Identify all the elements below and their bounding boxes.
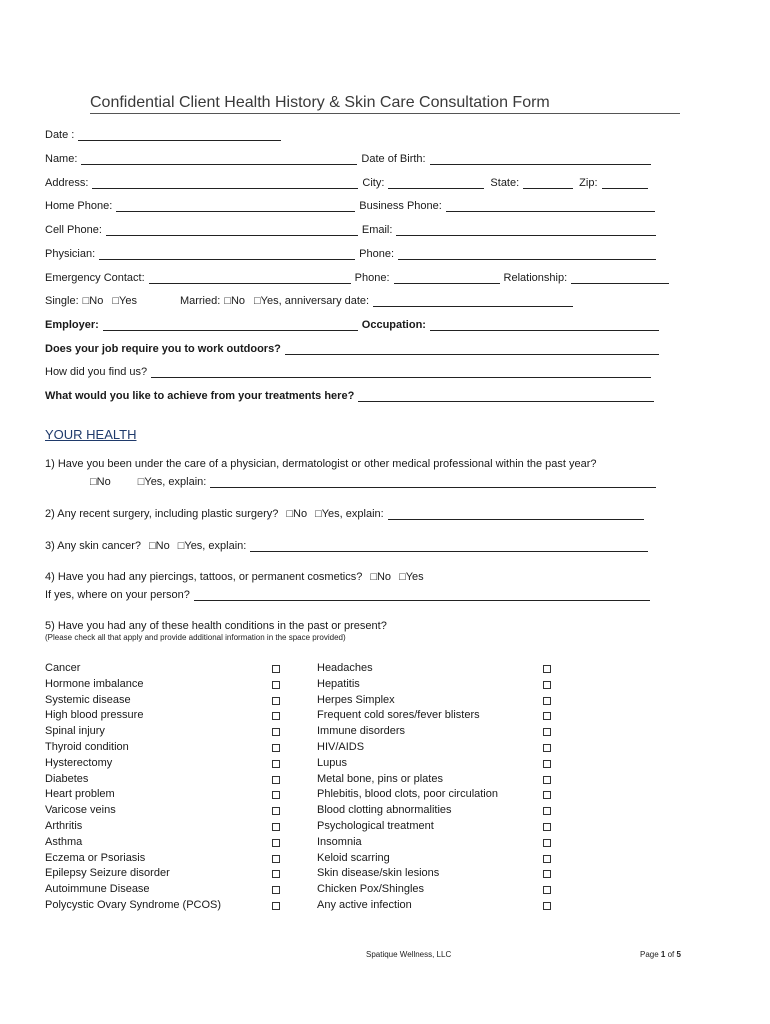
physician-field[interactable] <box>99 249 355 260</box>
city-field[interactable] <box>388 178 484 189</box>
condition-label-left: Thyroid condition <box>45 741 129 753</box>
condition-checkbox-left[interactable] <box>272 807 280 815</box>
employer-label: Employer: <box>45 319 99 331</box>
q3-row <box>45 536 648 552</box>
relationship-field[interactable] <box>571 273 669 284</box>
condition-label-left: Hormone imbalance <box>45 677 144 690</box>
physician-phone-field[interactable] <box>398 249 656 260</box>
condition-checkbox-right[interactable] <box>543 744 551 752</box>
find-us-field[interactable] <box>151 367 651 378</box>
condition-checkbox-right[interactable] <box>543 870 551 878</box>
single-no-checkbox[interactable]: □No <box>82 295 104 307</box>
your-health-heading: YOUR HEALTH <box>45 427 137 442</box>
home-phone-label: Home Phone: <box>45 200 113 212</box>
condition-checkbox-right[interactable] <box>543 791 551 799</box>
q1-no-checkbox[interactable]: □No <box>90 476 111 488</box>
condition-label-left: Autoimmune Disease <box>45 883 150 896</box>
condition-checkbox-right[interactable] <box>543 728 551 736</box>
condition-label-right: Headaches <box>317 662 373 674</box>
cell-phone-label: Cell Phone: <box>45 224 102 236</box>
name-row <box>45 149 651 165</box>
address-row <box>45 173 648 189</box>
married-yes-checkbox[interactable]: □Yes, anniversary date: <box>254 295 370 307</box>
emergency-phone-label: Phone: <box>354 272 390 284</box>
condition-checkbox-right[interactable] <box>543 886 551 894</box>
condition-checkbox-right[interactable] <box>543 776 551 784</box>
cell-phone-field[interactable] <box>106 225 358 236</box>
date-label: Date : <box>45 129 75 141</box>
emergency-contact-label: Emergency Contact: <box>45 272 145 284</box>
q1-text: 1) Have you been under the care of a physician, dermatologist or other medical professional within the past year? <box>45 458 597 470</box>
q5-row <box>45 616 387 632</box>
condition-checkbox-left[interactable] <box>272 870 280 878</box>
condition-label-left: Eczema or Psoriasis <box>45 851 146 864</box>
condition-label-left: Heart problem <box>45 788 115 801</box>
q4-where-label: If yes, where on your person? <box>45 589 190 601</box>
condition-label-left: Epilepsy Seizure disorder <box>45 867 170 880</box>
date-row <box>45 125 281 141</box>
condition-label-right: Metal bone, pins or plates <box>317 772 443 785</box>
achieve-label: What would you like to achieve from your treatments here? <box>45 390 355 402</box>
emergency-contact-field[interactable] <box>149 273 351 284</box>
condition-checkbox-right[interactable] <box>543 823 551 831</box>
condition-checkbox-right[interactable] <box>543 855 551 863</box>
form-title: Confidential Client Health History & Skin Care Consultation Form <box>90 94 680 114</box>
q1-explain-field[interactable] <box>210 477 656 488</box>
condition-label-right: Chicken Pox/Shingles <box>317 883 425 896</box>
business-phone-label: Business Phone: <box>359 200 442 212</box>
q4-text: 4) Have you had any piercings, tattoos, or permanent cosmetics? <box>45 571 363 583</box>
condition-checkbox-left[interactable] <box>272 823 280 831</box>
condition-label-left: High blood pressure <box>45 709 144 722</box>
married-label: Married: <box>179 295 221 307</box>
q2-yes-checkbox[interactable]: □Yes, explain: <box>315 508 384 520</box>
physician-phone-label: Phone: <box>359 248 395 260</box>
q2-text: 2) Any recent surgery, including plastic surgery? <box>45 508 279 520</box>
email-label: Email: <box>361 224 393 236</box>
page-total: 5 <box>676 950 681 959</box>
q4-where-field[interactable] <box>194 590 650 601</box>
condition-label-left: Polycystic Ovary Syndrome (PCOS) <box>45 899 222 911</box>
q3-no-checkbox[interactable]: □No <box>149 540 170 552</box>
business-phone-field[interactable] <box>446 201 655 212</box>
footer-page <box>640 950 681 959</box>
email-field[interactable] <box>396 225 656 236</box>
condition-checkbox-right[interactable] <box>543 697 551 705</box>
condition-label-left: Systemic disease <box>45 693 131 706</box>
q3-text: 3) Any skin cancer? <box>45 540 141 552</box>
page-number: 1 <box>660 950 666 959</box>
relationship-label: Relationship: <box>503 272 568 284</box>
condition-checkbox-right[interactable] <box>543 681 551 689</box>
condition-checkbox-left[interactable] <box>272 855 280 863</box>
dob-field[interactable] <box>430 154 651 165</box>
q3-yes-checkbox[interactable]: □Yes, explain: <box>177 540 247 552</box>
condition-label-right: Lupus <box>317 756 347 769</box>
outdoors-row <box>45 339 659 355</box>
condition-label-right: Any active infection <box>317 899 412 911</box>
find-us-row <box>45 362 651 378</box>
state-field[interactable] <box>523 178 573 189</box>
condition-label-right: Frequent cold sores/fever blisters <box>317 709 480 722</box>
condition-checkbox-left[interactable] <box>272 697 280 705</box>
condition-label-left: Cancer <box>45 662 81 674</box>
achieve-field[interactable] <box>358 391 654 402</box>
dob-label: Date of Birth: <box>361 153 426 165</box>
condition-label-right: Insomnia <box>317 835 362 848</box>
single-label: Single: <box>45 295 79 307</box>
occupation-label: Occupation: <box>361 319 426 331</box>
condition-label-left: Arthritis <box>45 820 83 832</box>
q4-where-row <box>45 585 650 601</box>
condition-checkbox-right[interactable] <box>543 807 551 815</box>
condition-checkbox-left[interactable] <box>272 712 280 720</box>
q2-no-checkbox[interactable]: □No <box>286 508 308 520</box>
condition-label-right: Blood clotting abnormalities <box>317 804 452 817</box>
page-prefix: Page <box>640 950 661 959</box>
address-field[interactable] <box>92 178 358 189</box>
condition-checkbox-left[interactable] <box>272 760 280 768</box>
condition-label-right: Phlebitis, blood clots, poor circulation <box>317 788 498 801</box>
emergency-row <box>45 268 669 284</box>
physician-row <box>45 244 656 260</box>
condition-label-right: Keloid scarring <box>317 851 390 864</box>
zip-field[interactable] <box>602 178 648 189</box>
outdoors-label: Does your job require you to work outdoors? <box>45 343 281 355</box>
married-no-checkbox[interactable]: □No <box>224 295 246 307</box>
q2-row <box>45 504 644 520</box>
q1-row <box>45 454 597 470</box>
q1-answer-row <box>90 472 656 488</box>
condition-checkbox-left[interactable] <box>272 886 280 894</box>
q4-yes-checkbox[interactable]: □Yes <box>399 571 424 583</box>
condition-checkbox-right[interactable] <box>543 839 551 847</box>
condition-checkbox-right[interactable] <box>543 712 551 720</box>
physician-label: Physician: <box>45 248 96 260</box>
condition-label-right: Psychological treatment <box>317 820 434 832</box>
condition-checkbox-left[interactable] <box>272 791 280 799</box>
q5-note: (Please check all that apply and provide additional information in the space provided) <box>45 633 346 642</box>
condition-label-right: Hepatitis <box>317 677 360 690</box>
name-label: Name: <box>45 153 78 165</box>
page-of: of <box>665 950 677 959</box>
footer-company: Spatique Wellness, LLC <box>366 950 452 959</box>
achieve-row <box>45 386 654 402</box>
single-yes-checkbox[interactable]: □Yes <box>112 295 137 307</box>
condition-label-right: Herpes Simplex <box>317 693 395 706</box>
address-label: Address: <box>45 177 89 189</box>
q4-row <box>45 567 424 583</box>
condition-checkbox-left[interactable] <box>272 839 280 847</box>
q2-explain-field[interactable] <box>388 509 644 520</box>
state-label: State: <box>490 177 520 189</box>
zip-label: Zip: <box>579 177 598 189</box>
condition-label-left: Diabetes <box>45 772 89 785</box>
condition-checkbox-right[interactable] <box>543 902 551 910</box>
employer-field[interactable] <box>103 320 358 331</box>
occupation-field[interactable] <box>430 320 659 331</box>
condition-label-right: Skin disease/skin lesions <box>317 867 440 880</box>
condition-checkbox-left[interactable] <box>272 902 280 910</box>
q1-yes-checkbox[interactable]: □Yes, explain: <box>137 476 207 488</box>
q3-explain-field[interactable] <box>250 541 648 552</box>
home-phone-row <box>45 196 655 212</box>
condition-checkbox-left[interactable] <box>272 744 280 752</box>
cell-phone-row <box>45 220 656 236</box>
employer-row <box>45 315 659 331</box>
anniversary-field[interactable] <box>373 296 573 307</box>
condition-checkbox-left[interactable] <box>272 728 280 736</box>
q5-text: 5) Have you had any of these health conditions in the past or present? <box>45 620 387 632</box>
condition-checkbox-left[interactable] <box>272 665 280 673</box>
condition-label-left: Varicose veins <box>45 804 116 817</box>
emergency-phone-field[interactable] <box>394 273 500 284</box>
condition-checkbox-right[interactable] <box>543 760 551 768</box>
condition-label-left: Spinal injury <box>45 725 105 738</box>
condition-label-left: Asthma <box>45 835 83 848</box>
condition-checkbox-right[interactable] <box>543 665 551 673</box>
date-field[interactable] <box>78 130 281 141</box>
name-field[interactable] <box>81 154 357 165</box>
home-phone-field[interactable] <box>116 201 355 212</box>
condition-label-left: Hysterectomy <box>45 756 113 769</box>
marital-row <box>45 291 573 307</box>
city-label: City: <box>362 177 385 189</box>
condition-label-right: HIV/AIDS <box>317 741 365 753</box>
condition-label-right: Immune disorders <box>317 725 406 738</box>
condition-checkbox-left[interactable] <box>272 776 280 784</box>
q4-no-checkbox[interactable]: □No <box>370 571 392 583</box>
outdoors-field[interactable] <box>285 344 659 355</box>
condition-checkbox-left[interactable] <box>272 681 280 689</box>
find-us-label: How did you find us? <box>45 366 148 378</box>
